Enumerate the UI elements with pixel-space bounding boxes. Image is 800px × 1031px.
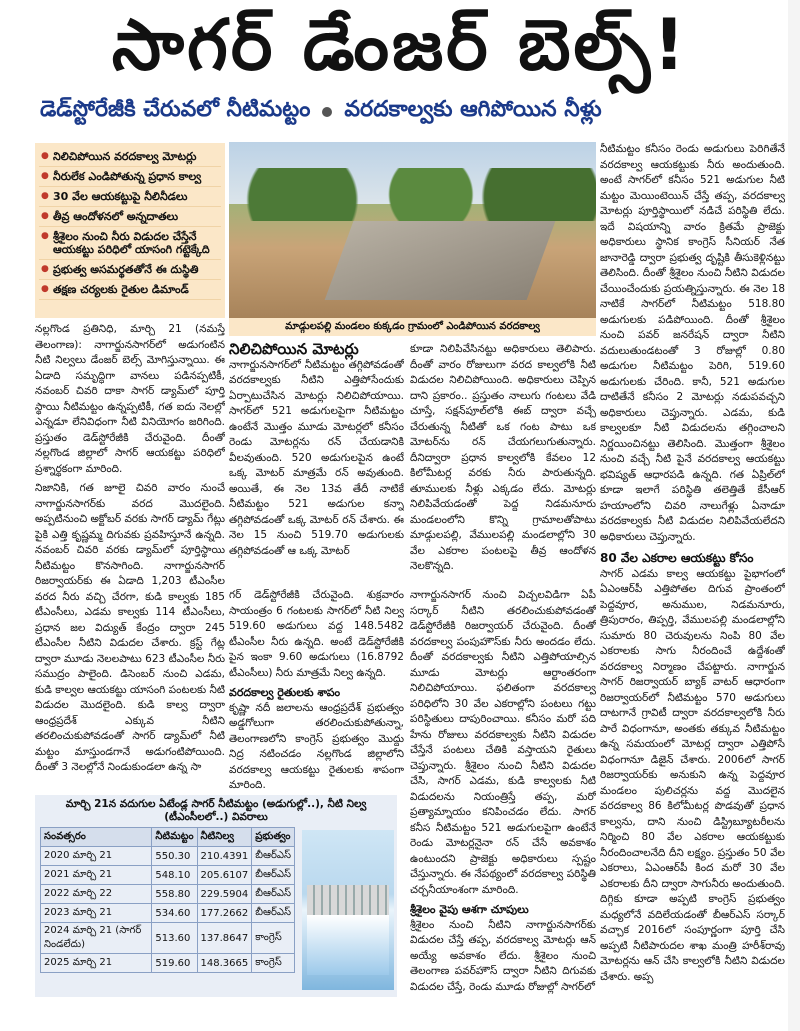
table-header: సంవత్సరం [41, 828, 152, 847]
table-cell: 148.3665 [197, 954, 252, 973]
paragraph: కూడా నిలిపివేసినట్టు అధికారులు తెలిపారు. దీంతో వారం రోజులుగా వరద కాల్వలోకి నీటి విడుదల నిలిచిపోయింది. అధికారులు చెప్పిన దాని ప్రకారం.. ప్రస్తుతం నాలుగు గంటలు వేడి చూస్తే, సక్షన్‌పూల్‌లోకి ఈబ్ ద్వారా వచ్చే చేరుతున్న నీటితో ఒక గంట పాటు ఒక మోటర్‌ను రన్ చేయగలుగుతున్నారు. దీనిద్వారా ప్రధాన కాల్వలోకి కేవలం 12 కిలోమీటర్ల వరకు నీరు పారుతున్నది. తూములకు నీళ్లు ఎక్కడం లేదు. మోటర్లు నిలిపివేయడంతో పెద్ద నిడమనూరు మండలంలోని కొన్ని గ్రామాలతోపాటు మాడ్గులపల్లి, వేములపల్లి మండలాల్లోని 30 వేల ఎకరాల పంటలపై తీవ్ర ఆందోళన నెలకొన్నది. [410, 343, 596, 572]
table-cell: 2025 మార్చి 21 [41, 954, 152, 973]
water-level-table [40, 827, 295, 973]
article-lower-right [410, 588, 596, 1028]
table-cell: 2020 మార్చి 21 [41, 847, 152, 866]
table-cell: 205.6107 [197, 866, 252, 885]
highlight-item: ● తక్షణ చర్యలకు రైతుల డిమాండ్ [39, 280, 221, 300]
paragraph: నల్లగొండ ప్రతినిధి, మార్చి 21 (నమస్తే తెలంగాణ): నాగార్జునసాగర్‌లో అడుగంటిన నీటి నిల్వలు డేంజర్ బెల్స్ మోగిస్తున్నాయి. ఈ ఏడాది సమృద్ధిగా వానలు పడినప్పటికీ, నవంబర్ చివరి దాకా సాగర్ డ్యామ్‌లో పూర్తి స్థాయి నీటిమట్టం ఉన్నప్పటికీ, గత ఐదు నెలల్లో ఎన్నడూ లేనివిధంగా నీటి వినియోగం జరిగింది. ప్రస్తుతం డెడ్‌స్టోరేజీకి చేరువైంది. దీంతో నల్లగొండ జిల్లాలో సాగర్ ఆయకట్టు పరిధిలో ప్రశ్నార్థకంగా మారింది. [35, 323, 225, 475]
table-row [41, 954, 295, 973]
table-row [41, 885, 295, 904]
table-title: మార్చి 21న వదుగుల ఏటేండ్ల సాగర్ నీటిమట్టం (అడుగుల్లో..), నీటి నిల్వ (టీఎంసీలలో..) వివరాలు [65, 798, 367, 823]
bullet-dot-icon [322, 107, 332, 117]
table-row [41, 904, 295, 923]
highlight-item: ● శ్రీశైలం నుంచి నీరు విడుదల చేస్తేనే ఆయకట్టు పరిధిలో యాసంగి గట్టెక్కేది [39, 227, 221, 260]
dam-photo [302, 830, 394, 990]
paragraph: గర్ డెడ్‌స్టోరేజీకి చేరువైంది. శుక్రవారం సాయంత్రం 6 గంటలకు సాగర్‌లో నీటి నిల్వ 519.60 అడుగులు వద్ద 148.5482 టీఎంసీల నీరు ఉన్నది. అంటే డెడ్‌స్టోరేజీకి పైన ఇంకా 9.60 అడుగులు (16.8792 టీఎంసీలు) నీరు మాత్రమే నిల్వ ఉన్నది. [229, 589, 404, 679]
subheadline [40, 92, 780, 132]
table-cell: 2022 మార్చి 22 [41, 885, 152, 904]
section-heading: 80 వేల ఎకరాల ఆయకట్టు కోసం [600, 551, 754, 565]
table-cell: 519.60 [152, 954, 197, 973]
section-heading: శ్రీశైలం వైపు ఆశగా చూపులు [410, 903, 529, 916]
section-heading: వరదకాల్వ రైతులకు శాపం [229, 686, 341, 699]
table-row [41, 866, 295, 885]
table-cell: 229.5904 [197, 885, 252, 904]
table-cell: 548.10 [152, 866, 197, 885]
table-cell: బీఆర్ఎస్ [252, 885, 295, 904]
paragraph: నాగార్జునసాగర్‌లో నీటిమట్టం తగ్గిపోవడంతో వరదకాల్వకు నీటిని ఎత్తిపోసేందుకు ఏర్పాటుచేసిన మోటర్లు నిలిచిపోయాయి. సాగర్‌లో 521 అడుగులపైగా నీటిమట్టం ఉంటేనే మొత్తం మూడు మోటర్లలో కనీసం రెండు మోటర్లను రన్ చేయడానికి వీలవుతుంది. 520 అడుగులపైన ఉంటే ఒక్క మోటర్ మాత్రమే రన్ అవుతుంది. అయితే, ఈ నెల 13వ తేదీ నాటికే నీటిమట్టం 521 అడుగుల కన్నా తగ్గిపోవడంతో ఒక్క మోటర్ రన్ చేశారు. ఈ నెల 15 నుంచి 519.70 అడుగులకు తగ్గిపోవడంతో ఆ ఒక్క మోటర్ [229, 358, 404, 557]
subhead-right: వరదకాల్వకు ఆగిపోయిన నీళ్లు [344, 97, 602, 122]
highlight-item: ● ప్రభుత్వ అసమర్థతతోనే ఈ దుస్థితి [39, 260, 221, 280]
table-header: నీటినిల్వ [197, 828, 252, 847]
paragraph: నీటిమట్టం కనీసం రెండు అడుగులు పెరిగితేనే వరదకాల్వ ఆయకట్టుకు నీరు అందుతుంది. అంటే సాగర్‌లో కనీసం 521 అడుగుల నీటి మట్టం మెయింటెయిన్ చేస్తే తప్ప, వరదకాల్వ మోటర్లు పూర్తిస్థాయిలో నడిచే పరిస్థితి లేదు. ఇదే విషయాన్ని వారం క్రితమే ప్రాజెక్టు అధికారులు స్థానిక కాంగ్రెస్ సీనియర్ నేత జానారెడ్డి ద్వారా ప్రభుత్వ దృష్టికి తీసుకెళ్లినట్టు తెలిసింది. దీంతో శ్రీశైలం నుంచి నీటిని విడుదల చేయించేందుకు ప్రయత్నిస్తున్నారు. ఈ నెల 18 నాటికే సాగర్‌లో నీటిమట్టం 518.80 అడుగులకు పడిపోయింది. దీంతో శ్రీశైలం నుంచి పవర్ జనరేషన్ ద్వారా నీటిని వదులుతుండటంతో 3 రోజుల్లో 0.80 అడుగుల నీటిమట్టం పెరిగి, 519.60 అడుగులకు చేరింది. కానీ, 521 అడుగుల దాటితేనే కనీసం 2 మోటర్లు నడుపవచ్చని అధికారులు చెప్తున్నారు. ఎడమ, కుడి కాల్వలకూ నీటి విడుదలను తగ్గించాలని నిర్ణయించినట్టు తెలిసింది. మొత్తంగా శ్రీశైలం నుంచి వచ్చే నీటి పైనే వరదకాల్వ ఆయకట్టు భవిష్యత్ ఆధారపడి ఉన్నది. గత ఏప్రిల్‌లో కూడా ఇలాగే పరిస్థితి తలెత్తితే కేసీఆర్ హయాంలోని చివరి నాలుగేళ్లు ఏనాడూ వరదకాల్వకు నీటి విడుదల నిలిపివేయలేదని అధికారులు చెప్తున్నారు. [600, 143, 785, 543]
paragraph: కృష్ణా నదీ జలాలను ఆంధ్రప్రదేశ్ ప్రభుత్వం అడ్డగోలుగా తరలించుకుపోతున్నా, తెలంగాణలోని కాంగ్రెస్ ప్రభుత్వం మొద్దు నిద్ర నటించడం నల్లగొండ జిల్లాలోని వరదకాల్వ ఆయకట్టు రైతులకు శాపంగా మారింది. [229, 701, 404, 791]
table-cell: కాంగ్రెస్ [252, 954, 295, 973]
table-cell: కాంగ్రెస్ [252, 923, 295, 954]
table-header: నీటిమట్టం [152, 828, 197, 847]
highlight-item: ● తీవ్ర ఆందోళనలో అన్నదాతలు [39, 207, 221, 227]
highlight-item: ● 30 వేల ఆయకట్టుపై నీలినీడలు [39, 187, 221, 207]
table-cell: బీఆర్ఎస్ [252, 866, 295, 885]
article-column-2 [229, 342, 404, 584]
table-cell: 210.4391 [197, 847, 252, 866]
paragraph: సాగర్ ఎడమ కాల్వ ఆయకట్టు పైభాగంలో ఏఎంఆర్‌పీ ఎత్తిపోతల దిగువ ప్రాంతంలో పెద్దవూర, అనుముల, నిడమనూరు, త్రిపురారం, తిప్పర్తి, వేములపల్లి మండలాల్లోని సుమారు 80 చెరువులను నింపి 80 వేల ఎకరాలకు సాగు నీరందించే ఉద్దేశంతో వరదకాల్వ నిర్మాణం చేపట్టారు. నాగార్జున సాగర్ రిజర్వాయర్ బ్యాక్ వాటర్ ఆధారంగా రిజర్వాయర్‌లో నీటిమట్టం 570 అడుగులు దాటగానే గ్రావిటీ ద్వారా వరదకాల్వలోకి నీరు పారే విధంగానూ, అంతకు తక్కువ నీటిమట్టం ఉన్న సమయంలో మోటర్ల ద్వారా ఎత్తిపోసే విధంగానూ డిజైన్ చేశారు. 2006లో సాగర్ రిజర్వాయర్‌కు అనుకుని ఉన్న పెద్దవూర మండలం పులిచర్లను వద్ద మొదలైన వరదకాల్వ 86 కిలోమీటర్ల పొడవుతో ప్రధాన కాల్వను, దాని నుంచి డిస్ట్రిబ్యూటరీలను నిర్మించి 80 వేల ఎకరాల ఆయకట్టుకు నీరందించాలనేది దీని లక్ష్యం. ప్రస్తుతం 50 వేల ఎకరాలు, ఏఎంఆర్‌పీ కింద మరో 30 వేల ఎకరాలకు దీని ద్వారా సాగునీరు అందుతుంది. దిగ్గికు కూడా అప్పటి కాంగ్రెస్ ప్రభుత్వం మధ్యలోనే వదిలేయడంతో బీఆర్‌ఎస్ సర్కార్ వచ్చాక 2016లో సంపూర్ణంగా పూర్తి చేసి అప్పటి నీటిపారుదల శాఖ మంత్రి హరీశ్‌రావు మోటర్లను ఆన్ చేసి కాల్వలోకి నీటిని విడుదల చేశారు. అప్ప [600, 567, 785, 983]
page-edge [788, 0, 800, 1031]
table-cell: 534.60 [152, 904, 197, 923]
article-column-right [600, 142, 785, 1027]
canal-photo [229, 142, 596, 318]
table-row [41, 923, 295, 954]
table-cell: బీఆర్ఎస్ [252, 904, 295, 923]
paragraph: శ్రీశైలం నుంచి నీటిని నాగార్జునసాగర్‌కు విడుదల చేస్తే తప్ప, వరదకాల్వ మోటర్లు ఆన్ అయ్యే అవకాశం లేదు. శ్రీశైలం నుంచి తెలంగాణ పవర్‌హౌస్ ద్వారా నీటిని దిగువకు విడుదల చేస్తే, రెండు మూడు రోజుల్లో సాగర్‌లో [410, 918, 596, 993]
paragraph: నాగార్జునసాగర్ నుంచి విచ్చలవిడిగా ఏపీ సర్కార్ నీటిని తరలించుకుపోవడంతో డెడ్‌స్టోరేజీకి రిజర్వాయర్ చేరువైంది. దీంతో వరదకాల్వ పంపుహౌస్‌కు నీరు అందడం లేదు. దీంతో వరదకాల్వకు నీటిని ఎత్తిపోయాల్సిన మూడు మోటర్లు ఆర్టాంతరంగా నిలిచిపోయాయి. ఫలితంగా వరదకాల్వ పరిధిలోని 30 వేల ఎకరాల్లోని పంటలు గట్టు పరిస్థితులు దాపురించాయి. కనీసం మరో పది హేను రోజులు వరదకాల్వకు నీటిని విడుదల చేస్తేనే పంటలు చేతికి వస్తాయని రైతులు చెప్తున్నారు. శ్రీశైలం నుంచి నీటిని విడుదల చేసి, సాగర్ ఎడమ, కుడి కాల్వలకు నీటి విడుదలను నియంత్రిస్తే తప్ప, మరో ప్రత్యామ్నాయం కనిపించడం లేదు. సాగర్ కనీస నీటిమట్టం 521 అడుగులపైగా ఉంటేనే రెండు మోటర్లనైనా రన్ చేసే అవకాశం ఉంటుందని ప్రాజెక్టు అధికారులు స్పష్టం చేస్తున్నారు. ఈ నేపథ్యంలో వరదకాల్వ పరిస్థితి చర్చనీయాంశంగా మారింది. [410, 589, 596, 896]
highlight-item: ● నీరులేక ఎండిపోతున్న ప్రధాన కాల్వ [39, 167, 221, 187]
section-heading: నిలిచిపోయిన మోటర్లు [229, 342, 359, 358]
table-cell: 177.2662 [197, 904, 252, 923]
table-cell: 137.8647 [197, 923, 252, 954]
table-cell: బీఆర్ఎస్ [252, 847, 295, 866]
highlight-item: ● నిలిచిపోయిన వరదకాల్వ మోటర్లు [39, 147, 221, 167]
article-column-3 [410, 342, 596, 584]
paragraph: నిజానికి, గత జూలై చివరి వారం నుంచే నాగార్జునసాగర్‌కు వరద మొదలైంది. అప్పటినుంచి అక్టోబర్ వరకు సాగర్ డ్యామ్ గేట్లు పైకి ఎత్తి కృష్ణమ్మ దిగువకు ప్రవహిస్తూనే ఉన్నది. నవంబర్ చివరి వరకు డ్యామ్‌లో పూర్తిస్థాయి నీటిమట్టం కొనసాగింది. నాగార్జునసాగర్ రిజర్వాయర్‌కు ఈ ఏడాది 1,203 టీఎంసీల వరద నీరు వచ్చి చేరగా, కుడి కాల్వకు 185 టీఎంసీలు, ఎడమ కాల్వకు 114 టీఎంసీలు, ప్రధాన జల విద్యుత్ కేంద్రం ద్వారా 245 టీఎంసీల నీటిని విడుదల చేశారు. క్రస్ట్ గేట్ల ద్వారా మూడు నెలలపాటు 623 టీఎంసీల నీరు సముద్రం పాలైంది. డిసెంబర్ నుంచి ఎడమ, కుడి కాల్వల ఆయకట్టు యాసంగి పంటలకు నీటి విడుదల మొదలైంది. కుడి కాల్వ ద్వారా ఆంధ్రప్రదేశ్ ఎక్కువ నీటిని తరలించుకుపోవడంతో సాగర్ డ్యామ్‌లో నీటి మట్టం మాస్తుండగానే అడుగంటిపోయింది. దీంతో 3 నెలల్లోనే నిండుకుండలా ఉన్న సా [35, 482, 225, 773]
table-row [41, 847, 295, 866]
subhead-left: డెడ్‌స్టోరేజీకి చేరువలో నీటిమట్టం [40, 97, 311, 122]
table-cell: 2023 మార్చి 21 [41, 904, 152, 923]
table-cell: 2024 మార్చి 21 (సాగర్ నిండలేదు) [41, 923, 152, 954]
highlights-box [35, 143, 225, 318]
table-cell: 550.30 [152, 847, 197, 866]
article-lower-mid [229, 588, 404, 793]
table-header: ప్రభుత్వం [252, 828, 295, 847]
table-cell: 2021 మార్చి 21 [41, 866, 152, 885]
headline: సాగర్ డేంజర్ బెల్స్! [111, 4, 689, 86]
article-column-1 [35, 322, 225, 790]
photo-caption: మాడ్గులపల్లి మండలం కుక్కడం గ్రామంలో ఎండిపోయిన వరదకాల్వ [229, 318, 596, 336]
table-cell: 558.80 [152, 885, 197, 904]
table-cell: 513.60 [152, 923, 197, 954]
